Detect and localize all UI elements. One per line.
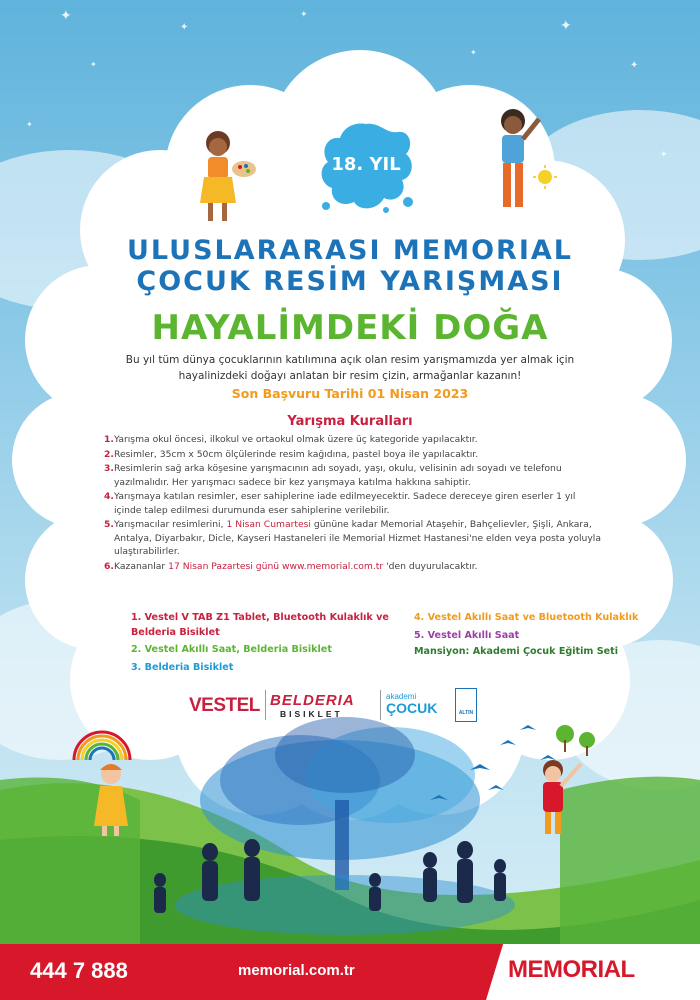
prize-5: 5. Vestel Akıllı Saat [414,630,520,641]
rule-item [104,462,604,489]
boy-painting-sun-illustration [485,105,565,225]
rule-number: 5. [104,519,114,530]
star-icon: ✦ [90,60,97,69]
rule-text-post: 'den duyurulacaktır. [383,560,478,572]
prize-3: 3. Belderia Bisiklet [131,662,234,673]
prize-4: 4. Vestel Akıllı Saat ve Bluetooth Kulaklık [414,612,639,623]
memorial-logo: MEMORIAL [508,956,635,983]
rules-title: Yarışma Kuralları [287,414,413,429]
rule-number: 2. [104,448,114,460]
star-icon: ✦ [26,120,33,129]
girl-painting-trees-illustration [525,720,615,840]
rule-text-pre: Yarışmacılar resimlerini, [114,519,227,530]
vestel-logo: VESTEL [189,695,260,716]
altin-kitaplar-logo [455,688,477,722]
rule-item [104,448,604,462]
rule-item [104,560,604,574]
rule-item [104,490,604,517]
rule-number: 6. [104,560,114,572]
intro-line: Bu yıl tüm dünya çocuklarının katılımına açık olan resim yarışmamızda yer almak için [125,354,575,366]
rule-text-pre: Kazananlar [114,560,169,572]
akademi-cocuk-logo: ÇOCUK [386,700,438,716]
rule-text: Yarışmaya katılan resimler, eser sahiplerine iade edilmeyecektir. Sadece dereceye giren eserler 1 yıl içinde talep edilmesi durumunda eser sahiplerine verilebilir. [114,491,576,516]
intro-line: hayalinizdeki doğayı anlatan bir resim çizin, armağanlar kazanın! [178,370,522,382]
rule-number: 1. [104,434,114,445]
prize-honorable-mention: Mansiyon: Akademi Çocuk Eğitim Seti [414,646,619,657]
star-icon: ✦ [630,60,639,71]
theme-subtitle: HAYALİMDEKİ DOĞA [151,308,549,348]
website-link[interactable]: memorial.com.tr [238,962,355,979]
rule-item [104,518,604,559]
star-icon: ✦ [60,8,72,24]
prize-2: 2. Vestel Akıllı Saat, Belderia Bisiklet [131,644,332,655]
rules-list [104,433,604,574]
girl-with-rainbow-illustration [66,730,146,840]
girl-with-palette-illustration [190,125,260,235]
star-icon: ✦ [180,22,189,33]
altin-logo-text: ALTIN [458,710,474,716]
rule-text: Yarışma okul öncesi, ilkokul ve ortaokul olmak üzere üç kategoride yapılacaktır. [114,434,478,445]
rule-item [104,433,604,447]
page-title-line-2: ÇOCUK RESİM YARIŞMASI [136,266,564,297]
prize-1: 1. Vestel V TAB Z1 Tablet, Bluetooth Kulaklık ve Belderia Bisiklet [131,612,389,638]
belderia-logo: BELDERIA [270,692,355,709]
logo-divider [380,690,381,720]
rule-number: 4. [104,491,114,502]
rule-number: 3. [104,463,114,474]
rule-text: Resimlerin sağ arka köşesine yarışmacının adı soyadı, yaşı, okulu, velisinin adı soyadı ve telefonu yazılmalıdır. Her yarışmacı sadece bir kez yarışmaya katılma hakkına sahiptir. [114,463,562,488]
rule-highlight-link[interactable]: 17 Nisan Pazartesi günü www.memorial.com.tr [168,560,384,572]
star-icon: ✦ [560,18,572,34]
anniversary-badge: 18. YIL [331,154,401,175]
star-icon: ✦ [300,10,308,20]
page-title-line-1: ULUSLARARASI MEMORIAL [127,235,573,266]
rule-text: Resimler, 35cm x 50cm ölçülerinde resim kağıdına, pastel boya ile yapılacaktır. [114,448,479,460]
deadline-text: Son Başvuru Tarihi 01 Nisan 2023 [231,386,469,401]
belderia-logo-subtext: BISIKLET [280,709,343,719]
star-icon: ✦ [470,48,477,57]
rule-text-post: gününe kadar Memorial Ataşehir, Bahçelievler, Şişli, Ankara, Antalya, Diyarbakır, Dicle, Kayseri Hastaneleri ile Memorial Hizmet Hastanesi'ne elden veya posta yoluyla ulaştırabilirler. [114,519,601,557]
rule-highlight: 1 Nisan Cumartesi [226,519,311,530]
akademi-logo-prefix: akademi [386,692,417,701]
logo-divider [265,690,266,720]
phone-number[interactable]: 444 7 888 [30,958,128,983]
intro-text [120,352,580,384]
